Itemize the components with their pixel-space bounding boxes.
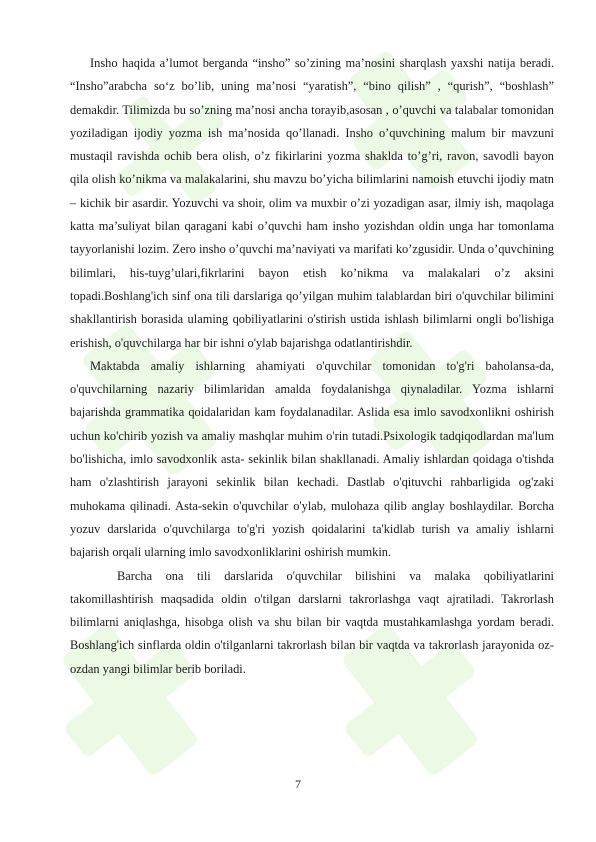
page-number: 7 <box>295 777 301 791</box>
paragraph-insho: Insho haqida a’lumot berganda “insho” so’zining ma’nosini sharqlash yaxshi natija beradi. “Insho”arabcha so‘z bo’lib, uning ma’nosi “yaratish”, “bino qilish” , “qurish”, “boshlash” demakdir. Tilimizda bu so’zning ma’nosi ancha torayib,asosan , o’quvchi va talabalar tomonidan yoziladigan ijodiy yozma ish ma’nosida qo’llanadi. Insho o’quvchining malum bir mavzuni mustaqil ravishda ochib bera olish, o’z fikirlarini yozma shaklda to’g’ri, ravon, savodli bayon qila olish ko’nikma va malakalarini, shu mavzu bo’yicha bilimlarini namoish etuvchi ijodiy matn – kichik bir asardir. Yozuvchi va shoir, olim va muxbir o’zi yozadigan asar, ilmiy ish, maqolaga katta ma’suliyat bilan qaragani kabi o’quvchi ham insho yozishdan oldin unga har tomonlama tayyorlanishi lozim. Zero insho o’quvchi ma’naviyati va marifati ko’zgusidir. Unda o’quvchining bilimlari, his-tuyg’ulari,fikrlarini bayon etish ko’nikma va malakalari o’z aksini topadi.Boshlang'ich sinf ona tili darslariga qo’yilgan muhim talablardan biri o'quvchilar bilimini shakllantirish borasida ulaming qobiliyatlarini o'stirish ustida ishlash bilimlarni ongli bo'lishiga erishish, o'quvchilarga har bir ishni o'ylab bajarishga odatlantirishdir. <box>70 56 554 350</box>
paragraph-maktabda: Maktabda amaliy ishlarning ahamiyati o'quvchilar tomonidan to'g'ri baholansa-da, o'quvchilarning nazariy bilimlaridan amalda foydalanishga qiynaladilar. Yozma ishlarni bajarishda grammatika qoidalaridan kam foydalanadilar. Aslida esa imlo savodxonlikni oshirish uchun ko'chirib yozish va amaliy mashqlar muhim o'rin tutadi.Psixologik tadqiqodlardan ma'lum bo'lishicha, imlo savodxonlik asta- sekinlik bilan shakllanadi. Amaliy ishlardan qoidaga o'tishda ham o'zlashtirish jarayoni sekinlik bilan kechadi. Dastlab o'qituvchi rahbarligida og'zaki muhokama qilinadi. Asta-sekin o'quvchilar o'ylab, mulohaza qilib anglay boshlaydilar. Borcha yozuv darslarida o'quvchilarga to'g'ri yozish qoidalarini ta'kidlab turish va amaliy ishlarni bajarish orqali ularning imlo savodxonliklarini oshirish mumkin. <box>70 358 554 560</box>
paragraph-barcha: Barcha ona tili darslarida o'quvchilar bilishini va malaka qobiliyatlarini takomillashtirish maqsadida oldin o'tilgan darslarni takrorlashga vaqt ajratiladi. Takrorlash bilimlarni aniqlashga, hisobga olish va shu bilan bir vaqtda mustahkamlashga yordam beradi. Boshlang'ich sinflarda oldin o'tilganlarni takrorlash bilan bir vaqtda va takrorlash jarayonida oz-ozdan yangi bilimlar berib boriladi. <box>70 568 554 676</box>
body-text <box>70 52 554 681</box>
